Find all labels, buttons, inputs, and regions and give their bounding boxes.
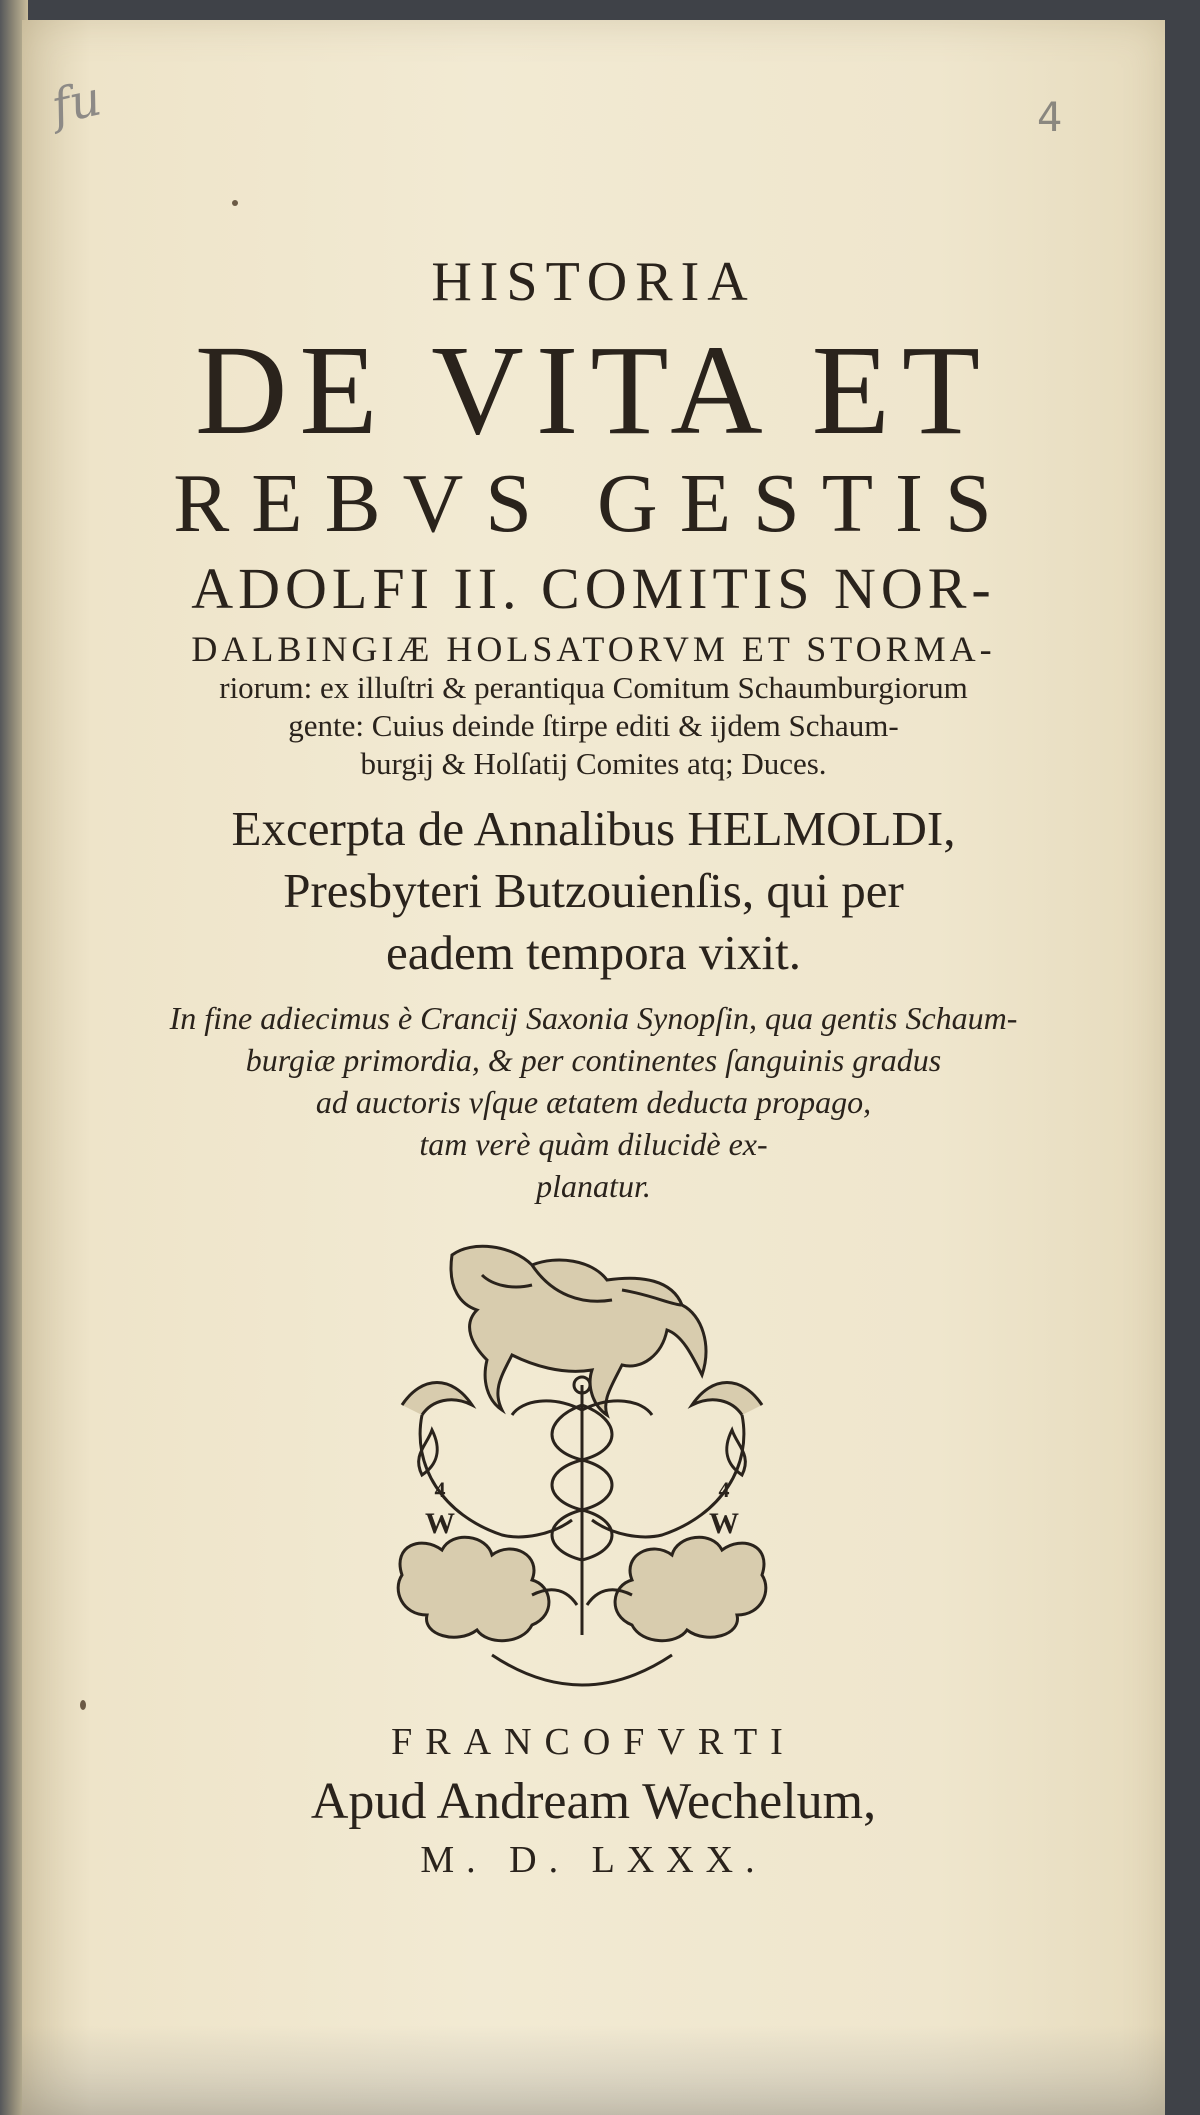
handwritten-page-number: 4	[1037, 95, 1063, 141]
excerpt-line-3: eadem tempora vixit.	[386, 925, 801, 980]
emblem-mark-right-number: 4	[718, 1477, 730, 1502]
excerpt-line-1: Excerpta de Annalibus HELMOLDI,	[231, 801, 956, 856]
imprint-year: M. D. LXXX.	[420, 1839, 767, 1881]
title-page	[22, 20, 1165, 2115]
emblem-mark-left-monogram: W	[425, 1507, 455, 1540]
excerpt-line-2: Presbyteri Butzouienſis, qui per	[283, 863, 904, 918]
pegasus-caduceus-printer-device-icon	[382, 1235, 782, 1715]
title-line-gente: gente: Cuius deinde ſtirpe editi & ijdem Schaum-	[288, 708, 899, 743]
title-line-historia: HISTORIA	[431, 251, 756, 313]
imprint-city: FRANCOFVRTI	[391, 1721, 796, 1763]
emblem-mark-left-number: 4	[434, 1477, 446, 1502]
title-line-riorum: riorum: ex illuſtri & perantiqua Comitum Schaumburgiorum	[219, 670, 968, 705]
emblem-mark-right-monogram: W	[709, 1507, 739, 1540]
note-line-1: In fine adiecimus è Crancij Saxonia Synopſin, qua gentis Schaum-	[169, 1000, 1018, 1036]
note-line-2: burgiæ primordia, & per continentes ſanguinis gradus	[245, 1042, 942, 1078]
imprint-printer: Apud Andream Wechelum,	[310, 1773, 877, 1830]
title-line-dalbingiae: DALBINGIÆ HOLSATORVM ET STORMA-	[191, 629, 996, 669]
title-line-rebus-gestis: REBVS GESTIS	[173, 457, 1014, 550]
note-line-4: tam verè quàm dilucidè ex-	[419, 1126, 768, 1162]
ink-spot	[232, 200, 238, 206]
handwritten-annotation-left: fu	[46, 70, 106, 136]
title-line-burgij: burgij & Holſatij Comites atq; Duces.	[360, 746, 827, 781]
ink-spot	[80, 1700, 86, 1710]
title-line-adolfi: ADOLFI II. COMITIS NOR-	[191, 556, 996, 621]
title-line-de-vita: DE VITA ET	[194, 319, 993, 461]
note-line-5: planatur.	[536, 1168, 651, 1204]
note-line-3: ad auctoris vſque ætatem deducta propago,	[315, 1084, 872, 1120]
